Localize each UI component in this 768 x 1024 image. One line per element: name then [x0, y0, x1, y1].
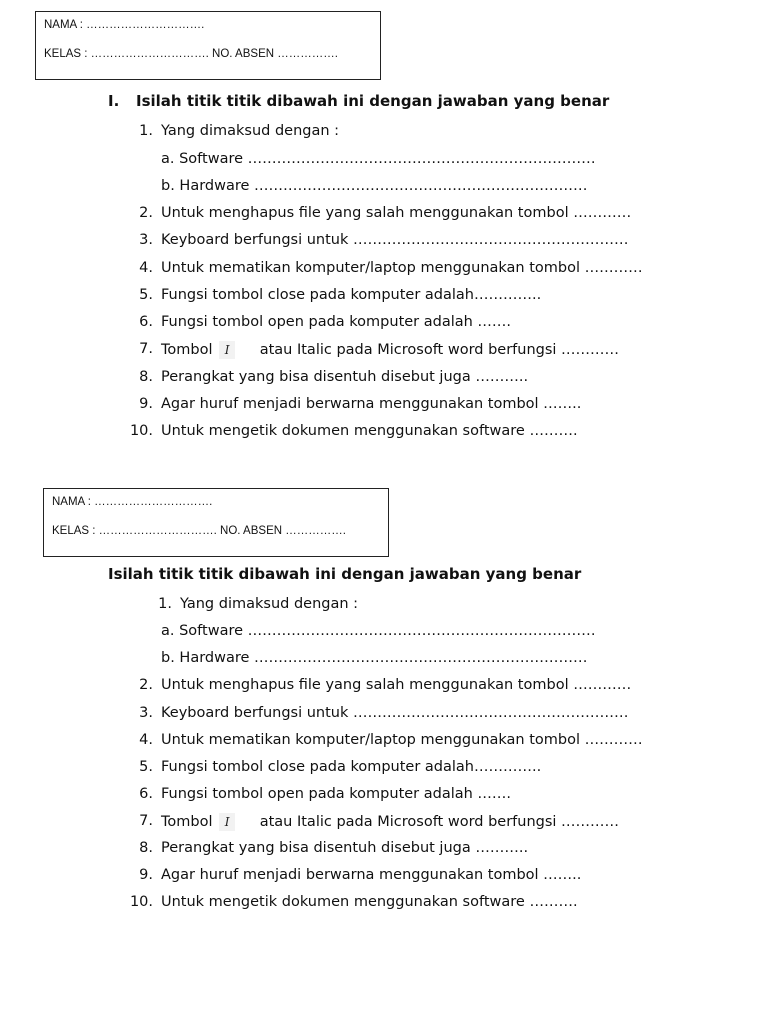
- question-text: Agar huruf menjadi berwarna menggunakan tombol ……..: [161, 867, 582, 883]
- italic-icon: I: [219, 813, 235, 831]
- question-number: 2.: [139, 205, 153, 221]
- question-text: Fungsi tombol close pada komputer adalah…………..: [161, 287, 542, 303]
- question-text-part: atau Italic pada Microsoft word berfungsi …………: [259, 814, 620, 830]
- question-number: 10.: [129, 423, 153, 439]
- section-heading: [108, 565, 581, 583]
- question-text: Yang dimaksud dengan :: [180, 596, 359, 612]
- question-text: Keyboard berfungsi untuk …………………………………………………: [161, 232, 629, 248]
- question-subitem: b. Hardware ……………………………………………………………: [161, 650, 588, 666]
- question-text: Untuk mematikan komputer/laptop menggunakan tombol …………: [161, 260, 643, 276]
- question-text: Agar huruf menjadi berwarna menggunakan tombol ……..: [161, 396, 582, 412]
- question-text-part: Tombol: [161, 814, 213, 830]
- student-info-box: [35, 11, 381, 80]
- question-number: 8.: [139, 840, 153, 856]
- question-number: 7.: [139, 341, 153, 357]
- question-number: 2.: [139, 677, 153, 693]
- kelas-absen-line: KELAS : …………………………. NO. ABSEN …………….: [52, 525, 346, 537]
- question-number: 1.: [158, 596, 172, 612]
- question-number: 6.: [139, 786, 153, 802]
- question-text: Untuk mengetik dokumen menggunakan software ……….: [161, 894, 578, 910]
- question-number: 5.: [139, 287, 153, 303]
- question-text: Untuk mematikan komputer/laptop menggunakan tombol …………: [161, 732, 643, 748]
- question-text: Fungsi tombol open pada komputer adalah …….: [161, 786, 512, 802]
- question-number: 1.: [139, 123, 153, 139]
- question-number: 3.: [139, 705, 153, 721]
- question-number: 7.: [139, 813, 153, 829]
- question-number: 10.: [129, 894, 153, 910]
- section-heading: [108, 92, 609, 110]
- question-text: Fungsi tombol close pada komputer adalah…………..: [161, 759, 542, 775]
- question-number: 8.: [139, 369, 153, 385]
- question-number: 3.: [139, 232, 153, 248]
- question-number: 9.: [139, 396, 153, 412]
- question-number: 5.: [139, 759, 153, 775]
- question-number: 4.: [139, 732, 153, 748]
- question-number: 9.: [139, 867, 153, 883]
- question-text: Fungsi tombol open pada komputer adalah …….: [161, 314, 512, 330]
- section-instruction: Isilah titik titik dibawah ini dengan jawaban yang benar: [136, 92, 610, 110]
- question-text: Untuk mengetik dokumen menggunakan software ……….: [161, 423, 578, 439]
- question-subitem: a. Software ………………………………………………………………: [161, 623, 596, 639]
- section-numeral: I.: [108, 92, 120, 110]
- question-subitem: b. Hardware ……………………………………………………………: [161, 178, 588, 194]
- question-number: 6.: [139, 314, 153, 330]
- question-text: [161, 341, 619, 359]
- nama-line: NAMA : ………………………….: [52, 496, 213, 508]
- question-text: [161, 813, 619, 831]
- question-text: Keyboard berfungsi untuk …………………………………………………: [161, 705, 629, 721]
- section-instruction: Isilah titik titik dibawah ini dengan jawaban yang benar: [108, 565, 582, 583]
- question-text: Perangkat yang bisa disentuh disebut juga ………..: [161, 369, 529, 385]
- question-text: Untuk menghapus file yang salah menggunakan tombol …………: [161, 205, 632, 221]
- question-text-part: Tombol: [161, 342, 213, 358]
- student-info-box: [43, 488, 389, 557]
- question-text: Yang dimaksud dengan :: [161, 123, 340, 139]
- nama-line: NAMA : ………………………….: [44, 19, 205, 31]
- question-text-part: atau Italic pada Microsoft word berfungsi …………: [259, 342, 620, 358]
- kelas-absen-line: KELAS : …………………………. NO. ABSEN …………….: [44, 48, 338, 60]
- italic-icon: I: [219, 341, 235, 359]
- question-text: Perangkat yang bisa disentuh disebut juga ………..: [161, 840, 529, 856]
- question-number: 4.: [139, 260, 153, 276]
- question-subitem: a. Software ………………………………………………………………: [161, 151, 596, 167]
- question-text: Untuk menghapus file yang salah menggunakan tombol …………: [161, 677, 632, 693]
